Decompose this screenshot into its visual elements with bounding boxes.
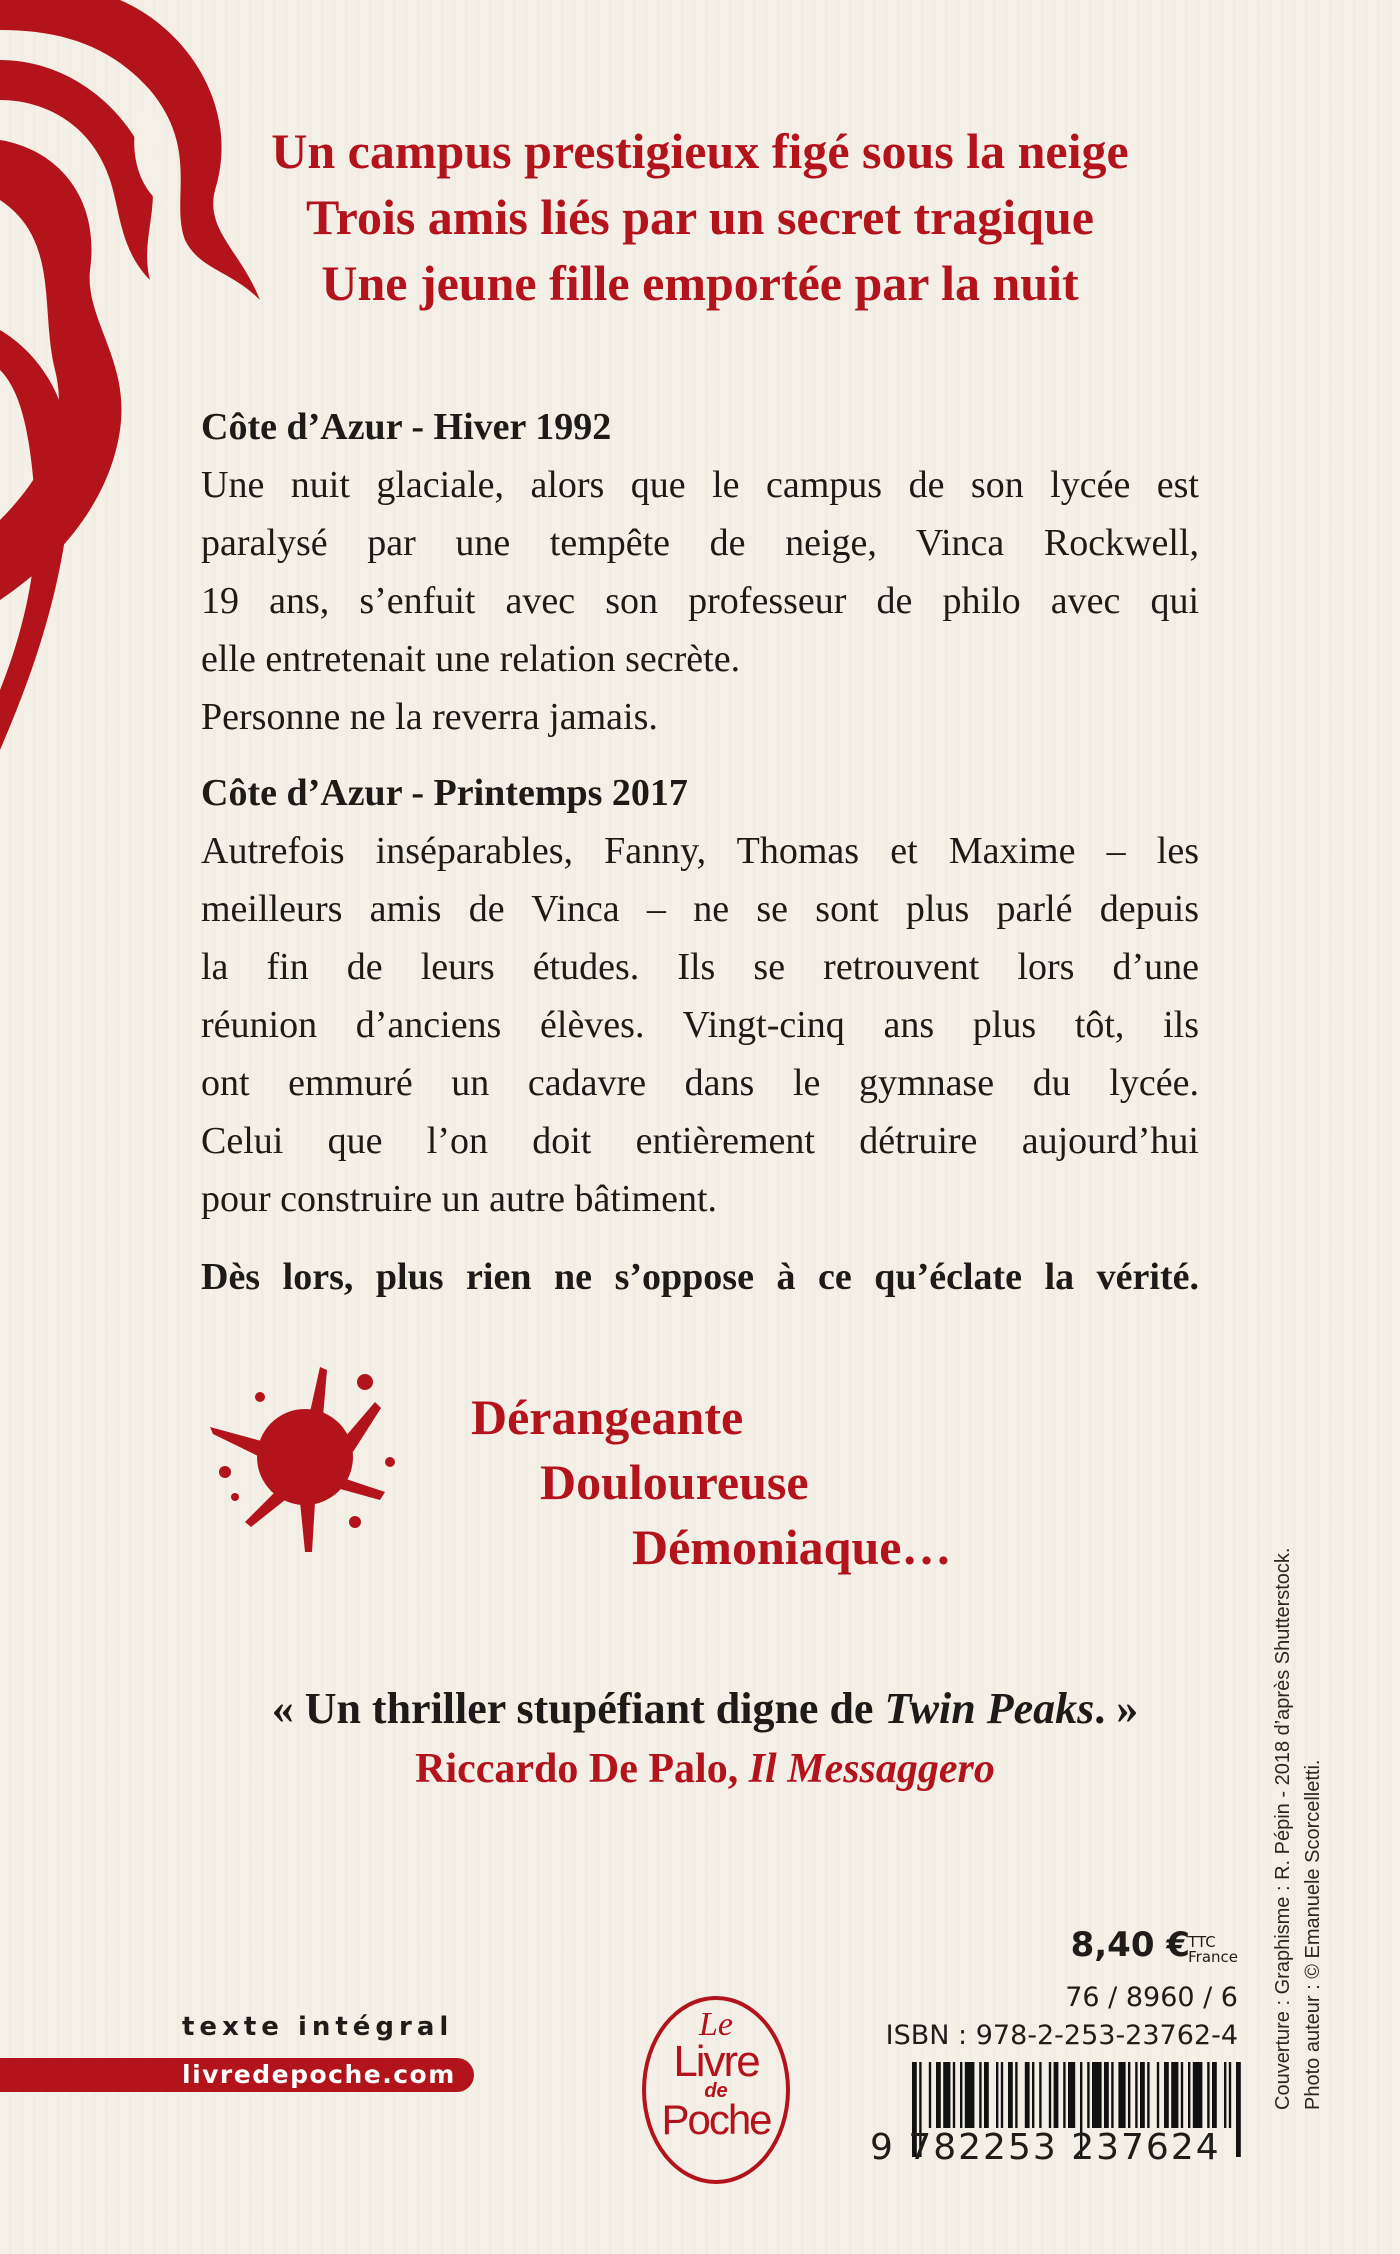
body-line: la fin de leurs études. Ils se retrouvent lors d’une	[201, 946, 1199, 988]
credit-line: Photo auteur : © Emanuele Scorcelletti.	[1302, 1759, 1324, 2110]
logo-le: Le	[699, 2006, 733, 2043]
barcode-bar	[960, 2062, 962, 2128]
final-line: Dès lors, plus rien ne s’oppose à ce qu’éclate la vérité.	[201, 1256, 1199, 1298]
praise-word: Démoniaque…	[632, 1519, 952, 1575]
barcode-bar	[1118, 2062, 1125, 2128]
barcode-bar	[1128, 2062, 1130, 2128]
barcode-bar	[1181, 2062, 1183, 2128]
barcode-bar	[979, 2062, 981, 2128]
barcode-bar	[1104, 2062, 1109, 2128]
quote-author: Riccardo De Palo,	[415, 1746, 749, 1792]
barcode-bar	[936, 2062, 941, 2128]
section-heading: Côte d’Azur - Printemps 2017	[201, 772, 688, 814]
quote-publication: Il Messaggero	[748, 1746, 995, 1792]
barcode-digits: 9 782253 237624	[870, 2127, 1221, 2168]
barcode-bar	[1229, 2062, 1231, 2128]
barcode-bar	[1188, 2062, 1190, 2128]
barcode-bar	[929, 2062, 931, 2128]
body-line: elle entretenait une relation secrète.	[201, 638, 741, 680]
cover-credits	[1268, 1440, 1338, 2110]
le-livre-de-poche-logo	[642, 1996, 790, 2184]
barcode-bar	[1008, 2062, 1013, 2128]
tagline: Trois amis liés par un secret tragique	[306, 189, 1094, 245]
barcode-bar	[1054, 2062, 1059, 2128]
barcode-bar	[1049, 2062, 1051, 2128]
credit-line: Couverture : Graphisme : R. Pépin - 2018 d’après Shutterstock.	[1272, 1547, 1294, 2110]
barcode-bar	[1236, 2062, 1241, 2157]
tagline: Un campus prestigieux figé sous la neige	[271, 123, 1129, 179]
barcode-bar	[1224, 2062, 1226, 2128]
taglines	[0, 118, 1400, 316]
barcode-bar	[1001, 2062, 1003, 2128]
barcode-bar	[1171, 2062, 1178, 2128]
barcode-bar	[984, 2062, 989, 2128]
body-line: pour construire un autre bâtiment.	[201, 1178, 718, 1220]
body-line: Personne ne la reverra jamais.	[201, 696, 658, 738]
barcode-bar	[1212, 2062, 1217, 2128]
barcode-bar	[1147, 2062, 1149, 2128]
price: 8,40 €	[1070, 1925, 1190, 1965]
barcode-bar	[1140, 2062, 1145, 2128]
praise-word: Dérangeante	[471, 1389, 744, 1445]
website-banner[interactable]	[0, 2058, 474, 2092]
quote-title: Twin Peaks	[884, 1684, 1095, 1733]
logo-poche: Poche	[661, 2096, 771, 2143]
barcode-bar	[1164, 2062, 1169, 2128]
barcode-bar	[953, 2062, 955, 2128]
logo-livre: Livre	[673, 2037, 759, 2086]
press-quote	[0, 1683, 1400, 1734]
body-line: paralysé par une tempête de neige, Vinca Rockwell,	[201, 522, 1199, 564]
barcode-bar	[965, 2062, 975, 2128]
synopsis	[201, 398, 1199, 1306]
barcode-bar	[1111, 2062, 1113, 2128]
product-code: 76 / 8960 / 6	[1065, 1982, 1238, 2013]
price-tax-note	[1188, 1935, 1238, 1965]
barcode-bar	[1032, 2062, 1034, 2128]
barcode-bar	[1015, 2062, 1017, 2128]
quote-text: « Un thriller stupéfiant digne de	[271, 1684, 885, 1733]
barcode-bar	[943, 2062, 950, 2128]
blood-splatter-icon	[205, 1362, 400, 1557]
tagline: Une jeune fille emportée par la nuit	[321, 255, 1079, 311]
barcode-bar	[1193, 2062, 1203, 2128]
body-line: Celui que l’on doit entièrement détruire aujourd’hui	[201, 1120, 1199, 1162]
barcode-bar	[1207, 2062, 1209, 2128]
body-line: meilleurs amis de Vinca – ne se sont plus parlé depuis	[201, 888, 1199, 930]
logo-de: de	[704, 2080, 728, 2102]
quote-attribution	[0, 1745, 1400, 1793]
website-link[interactable]: livredepoche.com	[182, 2060, 456, 2089]
barcode-bar	[1135, 2062, 1137, 2128]
body-line: ont emmuré un cadavre dans le gymnase du lycée.	[201, 1062, 1199, 1104]
barcode-bar	[1157, 2062, 1159, 2128]
body-line: Une nuit glaciale, alors que le campus de son lycée est	[201, 464, 1199, 506]
price-country: France	[1188, 1948, 1238, 1966]
section-heading: Côte d’Azur - Hiver 1992	[201, 406, 612, 448]
barcode-bar	[1092, 2062, 1102, 2128]
barcode-bar	[1087, 2062, 1089, 2128]
barcode-bar	[1063, 2062, 1065, 2128]
barcode-bar	[1039, 2062, 1041, 2128]
barcode-bar	[1025, 2062, 1030, 2128]
price-ttc: TTC	[1188, 1933, 1216, 1951]
body-line: 19 ans, s’enfuit avec son professeur de philo avec qui	[201, 580, 1199, 622]
body-line: réunion d’anciens élèves. Vingt-cinq ans plus tôt, ils	[201, 1004, 1199, 1046]
barcode-bar	[996, 2062, 998, 2128]
isbn: ISBN : 978-2-253-23762-4	[885, 2020, 1238, 2051]
praise-word: Douloureuse	[540, 1454, 809, 1510]
body-line: Autrefois inséparables, Fanny, Thomas et Maxime – les	[201, 830, 1199, 872]
texte-integral-label: texte intégral	[182, 2012, 454, 2042]
quote-end: . »	[1094, 1684, 1139, 1733]
barcode-bar	[1068, 2062, 1075, 2128]
